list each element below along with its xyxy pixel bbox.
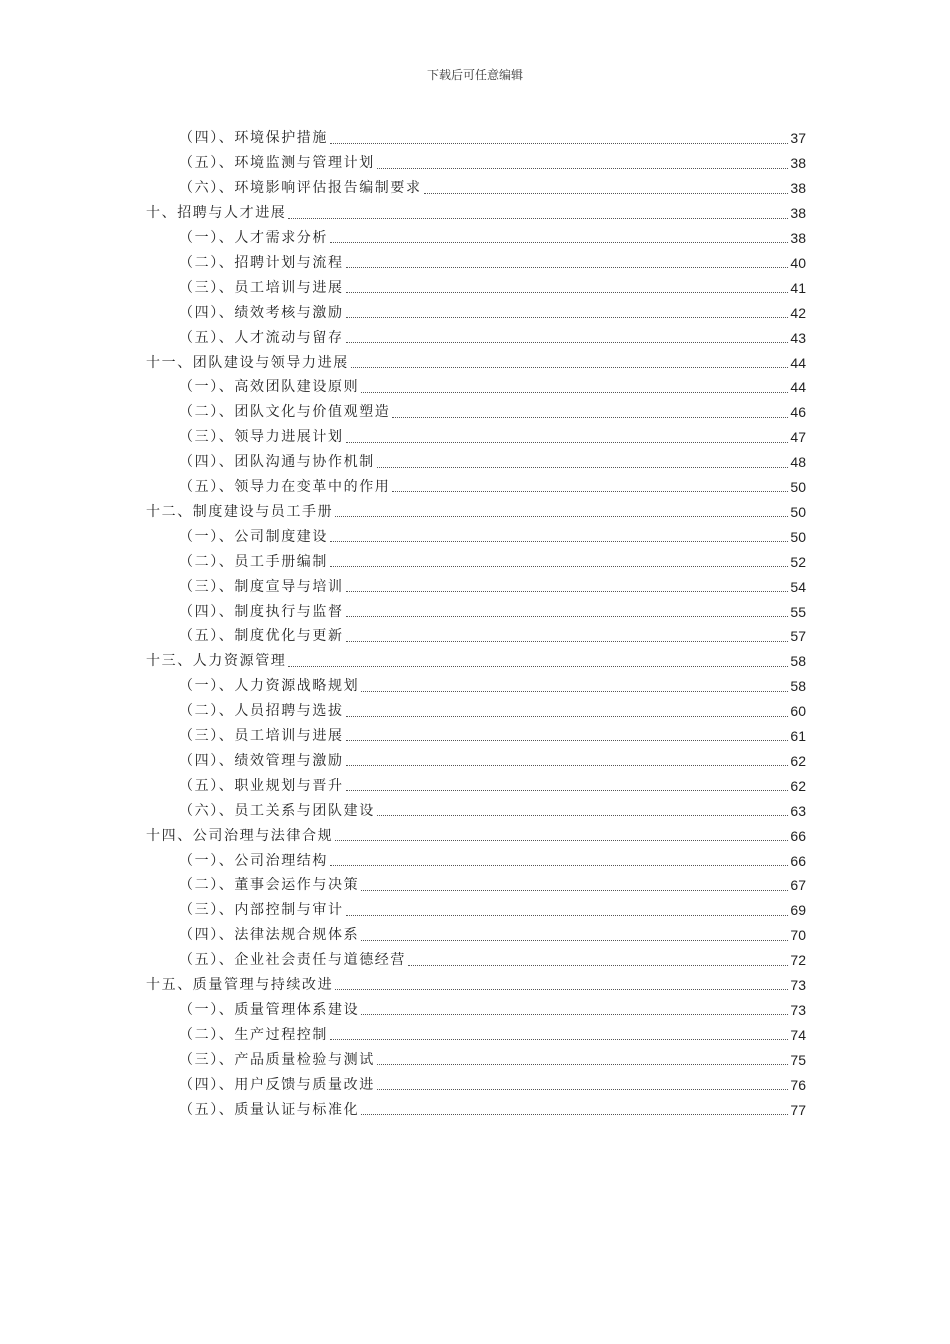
toc-page-number: 44 (790, 354, 806, 371)
toc-section-entry[interactable] (179, 549, 806, 574)
toc-dot-leader (346, 740, 789, 741)
toc-page-number: 62 (790, 777, 806, 794)
toc-entry-title: （四）、制度执行与监督 (179, 603, 344, 620)
toc-section-entry[interactable] (179, 251, 806, 276)
toc-page-number: 42 (790, 304, 806, 321)
toc-dot-leader (330, 1039, 788, 1040)
toc-entry-title: （五）、企业社会责任与道德经营 (179, 952, 406, 969)
toc-dot-leader (392, 491, 788, 492)
toc-page-number: 61 (790, 728, 806, 745)
toc-page-number: 40 (790, 254, 806, 271)
toc-section-entry[interactable] (179, 699, 806, 724)
toc-entry-title: （一）、人力资源战略规划 (179, 678, 360, 695)
toc-section-entry[interactable] (179, 749, 806, 774)
toc-entry-title: （二）、员工手册编制 (179, 553, 328, 570)
toc-entry-title: （二）、董事会运作与决策 (179, 877, 360, 894)
toc-entry-title: （四）、法律法规合规体系 (179, 927, 360, 944)
toc-section-entry[interactable] (179, 450, 806, 475)
toc-dot-leader (346, 616, 789, 617)
toc-entry-title: （三）、员工培训与进展 (179, 279, 344, 296)
toc-dot-leader (361, 890, 788, 891)
toc-page-number: 75 (790, 1051, 806, 1068)
toc-section-entry[interactable] (179, 275, 806, 300)
toc-dot-leader (361, 392, 788, 393)
toc-dot-leader (346, 915, 789, 916)
toc-page-number: 38 (790, 205, 806, 222)
toc-entry-title: （四）、绩效考核与激励 (179, 304, 344, 321)
toc-dot-leader (335, 516, 788, 517)
toc-page-number: 74 (790, 1026, 806, 1043)
toc-chapter-entry[interactable] (146, 500, 806, 525)
toc-page-number: 38 (790, 230, 806, 247)
toc-section-entry[interactable] (179, 898, 806, 923)
toc-dot-leader (346, 342, 789, 343)
toc-page-number: 47 (790, 429, 806, 446)
toc-entry-title: （四）、环境保护措施 (179, 130, 328, 147)
toc-page-number: 73 (790, 977, 806, 994)
toc-entry-title: （二）、人员招聘与选拔 (179, 703, 344, 720)
toc-section-entry[interactable] (179, 226, 806, 251)
toc-section-entry[interactable] (179, 300, 806, 325)
toc-section-entry[interactable] (179, 1047, 806, 1072)
toc-page-number: 60 (790, 703, 806, 720)
toc-page-number: 48 (790, 454, 806, 471)
toc-section-entry[interactable] (179, 998, 806, 1023)
toc-page-number: 62 (790, 752, 806, 769)
toc-entry-title: （三）、领导力进展计划 (179, 429, 344, 446)
toc-page-number: 66 (790, 827, 806, 844)
toc-section-entry[interactable] (179, 151, 806, 176)
page-header: 下载后可任意编辑 (426, 68, 523, 82)
toc-entry-title: （三）、制度宣导与培训 (179, 578, 344, 595)
toc-entry-title: 十五、质量管理与持续改进 (146, 977, 334, 994)
toc-page-number: 52 (790, 553, 806, 570)
toc-dot-leader (330, 143, 788, 144)
toc-entry-title: （三）、员工培训与进展 (179, 728, 344, 745)
toc-dot-leader (330, 242, 788, 243)
toc-dot-leader (361, 691, 788, 692)
toc-entry-title: （五）、领导力在变革中的作用 (179, 479, 391, 496)
toc-entry-title: （五）、质量认证与标准化 (179, 1101, 360, 1118)
toc-dot-leader (408, 965, 788, 966)
toc-section-entry[interactable] (179, 798, 806, 823)
toc-section-entry[interactable] (179, 176, 806, 201)
toc-dot-leader (424, 193, 789, 194)
toc-entry-title: 十四、公司治理与法律合规 (146, 827, 334, 844)
toc-page-number: 66 (790, 852, 806, 869)
toc-entry-title: （六）、员工关系与团队建设 (179, 802, 375, 819)
toc-dot-leader (288, 218, 788, 219)
toc-section-entry[interactable] (179, 375, 806, 400)
toc-section-entry[interactable] (179, 724, 806, 749)
toc-section-entry[interactable] (179, 948, 806, 973)
toc-page-number: 50 (790, 479, 806, 496)
toc-dot-leader (330, 566, 788, 567)
toc-dot-leader (335, 989, 788, 990)
toc-entry-title: （六）、环境影响评估报告编制要求 (179, 180, 422, 197)
toc-page-number: 41 (790, 279, 806, 296)
toc-page-number: 55 (790, 603, 806, 620)
toc-section-entry[interactable] (179, 873, 806, 898)
toc-dot-leader (335, 840, 788, 841)
toc-dot-leader (346, 765, 789, 766)
toc-page-number: 57 (790, 628, 806, 645)
toc-dot-leader (361, 940, 788, 941)
toc-section-entry[interactable] (179, 1097, 806, 1122)
toc-page-number: 44 (790, 379, 806, 396)
toc-section-entry[interactable] (179, 524, 806, 549)
toc-page-number: 72 (790, 952, 806, 969)
toc-dot-leader (346, 716, 789, 717)
toc-section-entry[interactable] (179, 674, 806, 699)
toc-page-number: 58 (790, 678, 806, 695)
toc-entry-title: （四）、团队沟通与协作机制 (179, 454, 375, 471)
toc-page-number: 54 (790, 578, 806, 595)
toc-section-entry[interactable] (179, 923, 806, 948)
toc-entry-title: （四）、用户反馈与质量改进 (179, 1076, 375, 1093)
toc-section-entry[interactable] (179, 599, 806, 624)
toc-page-number: 46 (790, 404, 806, 421)
toc-chapter-entry[interactable] (146, 201, 806, 226)
toc-section-entry[interactable] (179, 325, 806, 350)
toc-page-number: 63 (790, 802, 806, 819)
toc-dot-leader (330, 865, 788, 866)
toc-dot-leader (377, 1064, 789, 1065)
toc-dot-leader (346, 317, 789, 318)
toc-page-number: 73 (790, 1001, 806, 1018)
toc-entry-title: （五）、环境监测与管理计划 (179, 155, 375, 172)
toc-page-number: 43 (790, 329, 806, 346)
toc-page-number: 38 (790, 155, 806, 172)
toc-entry-title: （三）、内部控制与审计 (179, 902, 344, 919)
toc-chapter-entry[interactable] (146, 823, 806, 848)
toc-entry-title: （五）、人才流动与留存 (179, 329, 344, 346)
toc-page-number: 37 (790, 130, 806, 147)
toc-section-entry[interactable] (179, 624, 806, 649)
toc-page-number: 58 (790, 653, 806, 670)
toc-dot-leader (346, 292, 789, 293)
toc-section-entry[interactable] (179, 400, 806, 425)
toc-entry-title: 十二、制度建设与员工手册 (146, 503, 334, 520)
toc-entry-title: （三）、产品质量检验与测试 (179, 1051, 375, 1068)
toc-section-entry[interactable] (179, 574, 806, 599)
toc-chapter-entry[interactable] (146, 649, 806, 674)
toc-entry-title: （五）、职业规划与晋升 (179, 777, 344, 794)
toc-dot-leader (377, 168, 789, 169)
toc-dot-leader (330, 541, 788, 542)
toc-entry-title: （一）、高效团队建设原则 (179, 379, 360, 396)
toc-dot-leader (351, 367, 789, 368)
toc-entry-title: （一）、公司制度建设 (179, 528, 328, 545)
toc-entry-title: （四）、绩效管理与激励 (179, 752, 344, 769)
toc-section-entry[interactable] (179, 126, 806, 151)
toc-section-entry[interactable] (179, 773, 806, 798)
toc-page-number: 38 (790, 180, 806, 197)
toc-chapter-entry[interactable] (146, 973, 806, 998)
toc-chapter-entry[interactable] (146, 350, 806, 375)
toc-dot-leader (392, 417, 788, 418)
toc-page-number: 67 (790, 877, 806, 894)
toc-entry-title: （二）、招聘计划与流程 (179, 254, 344, 271)
toc-entry-title: 十、招聘与人才进展 (146, 205, 287, 222)
toc-entry-title: （一）、人才需求分析 (179, 230, 328, 247)
toc-section-entry[interactable] (179, 848, 806, 873)
toc-section-entry[interactable] (179, 1022, 806, 1047)
toc-dot-leader (377, 1089, 789, 1090)
toc-page-number: 77 (790, 1101, 806, 1118)
toc-entry-title: （五）、制度优化与更新 (179, 628, 344, 645)
toc-dot-leader (288, 666, 788, 667)
toc-section-entry[interactable] (179, 425, 806, 450)
toc-dot-leader (346, 641, 789, 642)
toc-page-number: 50 (790, 528, 806, 545)
toc-dot-leader (346, 267, 789, 268)
toc-entry-title: （一）、质量管理体系建设 (179, 1001, 360, 1018)
toc-entry-title: 十三、人力资源管理 (146, 653, 287, 670)
toc-page-number: 69 (790, 902, 806, 919)
toc-entry-title: （一）、公司治理结构 (179, 852, 328, 869)
toc-section-entry[interactable] (179, 475, 806, 500)
toc-dot-leader (346, 591, 789, 592)
toc-dot-leader (346, 790, 789, 791)
toc-page-number: 70 (790, 927, 806, 944)
toc-dot-leader (361, 1014, 788, 1015)
toc-dot-leader (346, 442, 789, 443)
toc-dot-leader (361, 1114, 788, 1115)
toc-page-number: 50 (790, 503, 806, 520)
toc-page-number: 76 (790, 1076, 806, 1093)
toc-dot-leader (377, 467, 789, 468)
toc-entry-title: （二）、团队文化与价值观塑造 (179, 404, 391, 421)
toc-entry-title: （二）、生产过程控制 (179, 1026, 328, 1043)
toc-section-entry[interactable] (179, 1072, 806, 1097)
toc-dot-leader (377, 815, 789, 816)
toc-entry-title: 十一、团队建设与领导力进展 (146, 354, 349, 371)
